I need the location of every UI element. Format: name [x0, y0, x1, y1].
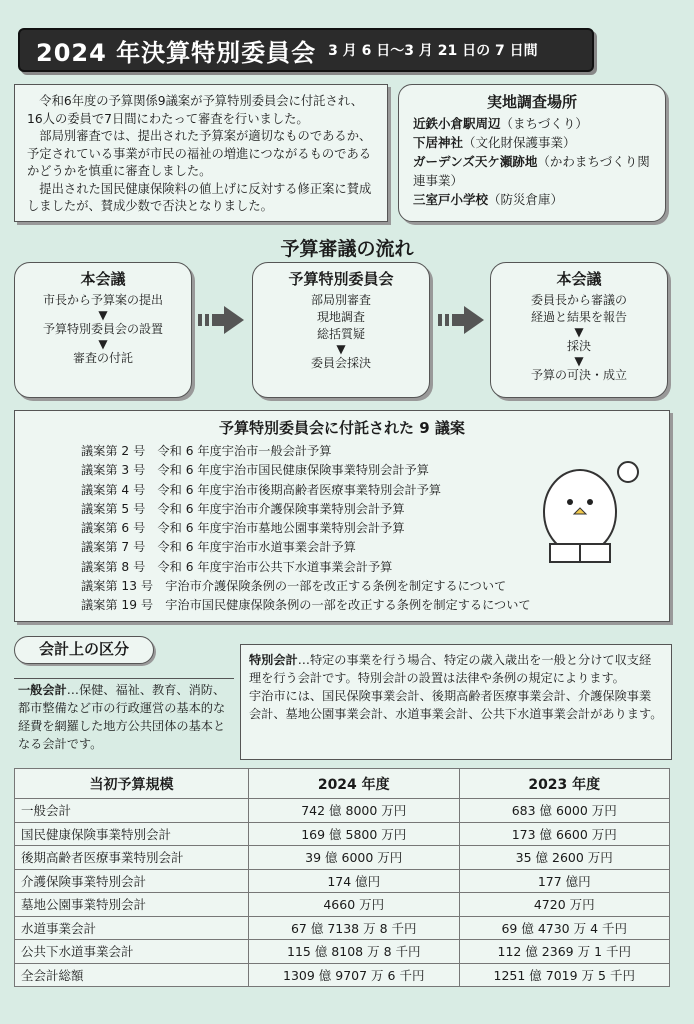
table-row: 介護保険事業特別会計 174 億円 177 億円: [15, 869, 670, 893]
arrow-down-icon: ▼: [574, 354, 584, 368]
flow-item: 予算特別委員会の設置: [42, 322, 163, 336]
table-row: 水道事業会計 67 億 7138 万 8 千円 69 億 4730 万 4 千円: [15, 916, 670, 940]
flow-step-title: 本会議: [80, 270, 126, 288]
survey-site: ガーデンズ天ケ瀬跡地（かわまちづくり関連事業）: [413, 154, 650, 188]
arrow-down-icon: ▼: [574, 325, 584, 339]
bill-item: 議案第 3 号 令和 6 年度宇治市国民健康保険事業特別会計予算: [81, 463, 429, 478]
flow-heading: 予算審議の流れ: [280, 238, 414, 260]
page-title: 2024 年決算特別委員会: [36, 38, 317, 67]
flow-step-plenary-2: [490, 262, 668, 398]
table-row: 全会計総額 1309 億 9707 万 6 千円 1251 億 7019 万 5 千円: [15, 963, 670, 987]
table-row: 国民健康保険事業特別会計 169 億 5800 万円 173 億 6600 万円: [15, 822, 670, 846]
flow-step-plenary-1: [14, 262, 192, 398]
survey-site: 下居神社（文化財保護事業）: [413, 135, 576, 150]
arrow-down-icon: ▼: [336, 342, 346, 356]
table-row: 墓地公園事業特別会計 4660 万円 4720 万円: [15, 893, 670, 917]
general-account-desc: 一般会計…保健、福祉、教育、消防、都市整備など市の行政運営の基本的な経費を網羅した地方公共団体の基本となる会計です。: [14, 678, 234, 760]
flow-item: 総括質疑: [316, 327, 365, 341]
bill-item: 議案第 4 号 令和 6 年度宇治市後期高齢者医療事業特別会計予算: [81, 482, 442, 497]
flow-item: 部局別審査: [310, 293, 371, 307]
bird-mascot-icon: [520, 452, 650, 582]
title-period: 3 月 6 日～3 月 21 日の 7 日間: [328, 43, 538, 59]
bill-item: 議案第 13 号 宇治市介護保険条例の一部を改正する条例を制定するについて: [81, 579, 507, 594]
bill-item: 議案第 2 号 令和 6 年度宇治市一般会計予算: [81, 444, 332, 458]
table-row: 公共下水道事業会計 115 億 8108 万 8 千円 112 億 2369 万 1 千円: [15, 940, 670, 964]
special-term: 特別会計: [249, 653, 298, 667]
flow-item: 採決: [566, 339, 591, 353]
general-term: 一般会計: [18, 683, 67, 697]
bill-item: 議案第 8 号 令和 6 年度宇治市公共下水道事業会計予算: [81, 559, 393, 574]
bill-item: 議案第 7 号 令和 6 年度宇治市水道事業会計予算: [81, 540, 356, 555]
budget-table: [14, 768, 670, 987]
special-account-list: 宇治市には、国民保険事業会計、後期高齢者医療事業会計、介護保険事業会計、墓地公園事業会計、水道事業会計、公共下水道事業会計があります。: [249, 689, 663, 721]
column-header: 2024 年度: [249, 769, 460, 799]
survey-heading: 実地調査場所: [486, 93, 577, 111]
flow-step-title: 予算特別委員会: [288, 270, 394, 288]
flow-item: 経過と結果を報告: [530, 310, 627, 324]
title-banner: [18, 28, 594, 72]
bills-heading: 予算特別委員会に付託された 9 議案: [219, 419, 465, 437]
survey-site: 三室戸小学校（防災倉庫）: [413, 192, 564, 207]
arrow-down-icon: ▼: [98, 308, 108, 322]
column-header: 2023 年度: [459, 769, 670, 799]
table-row: 後期高齢者医療事業特別会計 39 億 6000 万円 35 億 2600 万円: [15, 846, 670, 870]
column-header: 当初予算規模: [15, 769, 249, 799]
intro-paragraph: 令和6年度の予算関係9議案が予算特別委員会に付託され、16人の委員で7日間にわたって審査を行いました。: [27, 94, 364, 126]
flow-item: 予算の可決・成立: [530, 368, 627, 382]
bill-item: 議案第 19 号 宇治市国民健康保険条例の一部を改正する条例を制定するについて: [81, 598, 531, 613]
intro-paragraph: 部局別審査では、提出された予算案が適切なものであるか、予定されている事業が市民の福祉の増進につながるものであるかどうかを慎重に審査しました。: [27, 129, 372, 178]
bill-item: 議案第 5 号 令和 6 年度宇治市介護保険事業特別会計予算: [81, 501, 405, 516]
arrow-down-icon: ▼: [98, 337, 108, 351]
survey-site: 近鉄小倉駅周辺（まちづくり）: [413, 116, 588, 131]
table-row: 一般会計 742 億 8000 万円 683 億 6000 万円: [15, 799, 670, 823]
special-account-desc: 特別会計…特定の事業を行う場合、特定の歳入歳出を一般と分けて収支経理を行う会計です。特別会計の設置は法律や条例の規定によります。 宇治市には、国民保険事業会計、後期高齢者医療事業会計、介護保険事業会計、墓地公園事業会計、水道事業会計、公共下水道事業会計があります。: [240, 644, 672, 760]
flow-item: 委員長から審議の: [530, 293, 627, 307]
flow-item: 委員会採決: [310, 356, 371, 370]
survey-box: [398, 84, 666, 222]
intro-box: [14, 84, 388, 222]
accounts-tag: 会計上の区分: [14, 636, 154, 664]
arrow-right-icon: [198, 306, 244, 334]
bill-item: 議案第 6 号 令和 6 年度宇治市墓地公園事業特別会計予算: [81, 521, 405, 536]
flow-item: 市長から予算案の提出: [42, 293, 163, 307]
table-header-row: [15, 769, 670, 799]
flow-step-title: 本会議: [556, 270, 602, 288]
flow-step-committee: [252, 262, 430, 398]
flow-item: 現地調査: [316, 310, 365, 324]
intro-paragraph: 提出された国民健康保険料の値上げに反対する修正案に賛成しましたが、賛成少数で否決となりました。: [27, 181, 372, 213]
arrow-right-icon: [438, 306, 484, 334]
flow-item: 審査の付託: [72, 351, 133, 365]
